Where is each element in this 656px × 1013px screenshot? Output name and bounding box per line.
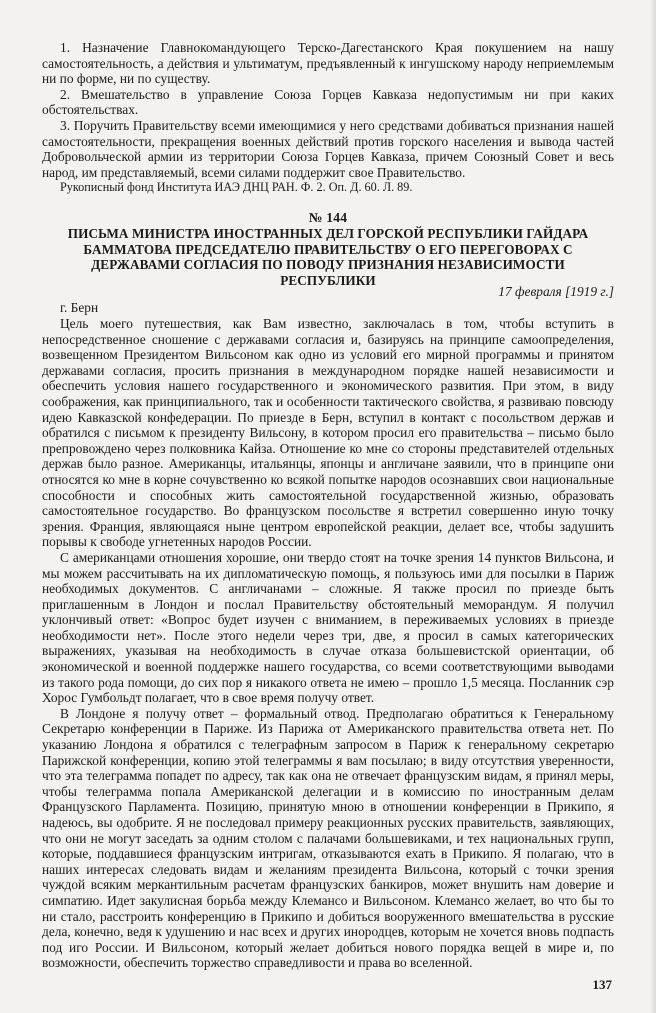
document-title: ПИСЬМА МИНИСТРА ИНОСТРАННЫХ ДЕЛ ГОРСКОЙ РЕСПУБЛИКИ ГАЙДАРА БАММАТОВА ПРЕДСЕДАТЕЛЮ ПРАВИТЕЛЬСТВУ О ЕГО ПЕРЕГОВОРАХ С ДЕРЖАВАМИ СОГЛАСИЯ ПО ПОВОДУ ПРИЗНАНИЯ НЕЗАВИСИМОСТИ РЕСПУБЛИКИ: [67, 226, 589, 288]
letter-place: г. Берн: [60, 300, 99, 315]
intro-point-3: 3. Поручить Правительству всеми имеющимися у него средствами добиваться признания нашей самостоятельности, прекращения военных действий против горского населения и вывода частей Добровольческой армии из территории Союза Горцев Кавказа, причем Союзный Совет и весь народ, им представляемый, всеми силами поддержит свое Правительство.: [42, 117, 614, 180]
document-number: № 144: [308, 210, 348, 225]
intro-block: [42, 40, 614, 196]
letter-date: 17 февраля [1919 г.]: [498, 284, 614, 299]
letter-paragraph-1: Цель моего путешествия, как Вам известно, заключалась в том, чтобы вступить в непосредственное сношение с державами согласия и, базируясь на принципе самоопределения, возвещенном Президентом Вильсоном как одно из условий его мирной программы и принятом державами согласия, просить признания в международном порядке нашей независимости и обеспечить условия нашего государственного и экономического развития. При этом, в виду соображения, как принципиального, так и особенности тактического свойства, я развиваю повсюду идею Кавказской конфедерации. По приезде в Берн, вступил в контакт с посольством держав и обратился с письмом к президенту Вильсону, в котором просил его правительства – письмо было препровождено через полковника Кайза. Отношение ко мне со стороны представителей отдельных держав было разное. Американцы, итальянцы, японцы и англичане заявили, что в принципе они относятся ко мне в корне сочувственно ко всякой попытке народов осознавших свои национальные способности и способных жить самостоятельной государственной жизнью, образовать самостоятельное государство. Во французском посольстве я встретил совершенно иную точку зрения. Франция, являющаяся ныне центром европейской реакции, делает все, чтобы задушить порывы к свободе угнетенных народов России.: [42, 316, 614, 550]
intro-point-2: 2. Вмешательство в управление Союза Горцев Кавказа недопустимым ни при каких обстоятельствах.: [42, 86, 614, 118]
page-edge-shadow: [650, 0, 656, 1013]
source-note: Рукописный фонд Института ИАЭ ДНЦ РАН. Ф. 2. Оп. Д. 60. Л. 89.: [60, 180, 413, 195]
intro-point-1: 1. Назначение Главнокомандующего Терско-Дагестанского Края покушением на нашу самостоятельность, а действия и ультиматум, предъявленный к ингушскому народу неприемлемым ни по форме, ни по существу.: [42, 40, 614, 87]
letter-paragraph-3: В Лондоне я получу ответ – формальный отвод. Предполагаю обратиться к Генеральному Секретарю конференции в Париже. Из Парижа от Американского правительства ответа нет. По указанию Лондона я обратился с телеграфным запросом в Париж к генеральному секретарю Парижской конференции, копию этой телеграммы я вам посылаю; в виду отсутствия уверенности, что эта телеграмма попадет по адресу, так как она не отвечает французским видам, я принял меры, чтобы телеграмма попала Американской делегации и в комиссию по иностранным делам Французского Парламента. Позицию, принятую мною в отношении конференции в Прикипо, я надеюсь, вы одобрите. Я не последовал примеру реакционных русских правительств, заявляющих, что они не могут заседать за одним столом с палачами большевиками, и тех национальных групп, которые, поддавшиеся французским интригам, отказываются ехать в Прикипо. Я полагаю, что в наших интересах следовать видам и желаниям президента Вильсона, который с точки зрения чуждой всяким меркантильным расчетам французских банкиров, может внушить нам доверие и симпатию. Идет закулисная борьба между Клемансо и Вильсоном. Клемансо желает, во что бы то ни стало, расстроить конференцию в Прикипо и добиться вооруженного вмешательства в русские дела, конечно, ведя к удушению и нас всех и других инородцев, которым не хочется вновь подпасть под иго России. И Вильсоном, который желает добиться нового порядка вещей в мире и, по возможности, обеспечить торжество справедливости и права во вселенной.: [42, 705, 614, 971]
letter-body: [42, 316, 614, 971]
letter-paragraph-2: С американцами отношения хорошие, они твердо стоят на точке зрения 14 пунктов Вильсона, и мы можем рассчитывать на их дипломатическую помощь, я пользуюсь ими для посылки в Париж необходимых документов. С англичанами – сложные. Я также просил по приезде быть приглашенным в Лондон и послал Правительству обстоятельный меморандум. Я получил уклончивый ответ: «Вопрос будет изучен с вниманием, в переживаемых условиях в приезде необходимости нет». После этого недели через три, две, я просил в самых категорических выражениях, указывая на необходимость в случае отказа большевистской ориентации, об экономической и военной поддержке нашего государства, со всеми соответствующими выводами из такого рода помощи, до сих пор я никакого ответа не имею – прошло 1,5 месяца. Посланник сэр Хорос Гумбольдт полагает, что в свое время получу ответ.: [42, 549, 614, 706]
page-number: 137: [592, 977, 612, 992]
